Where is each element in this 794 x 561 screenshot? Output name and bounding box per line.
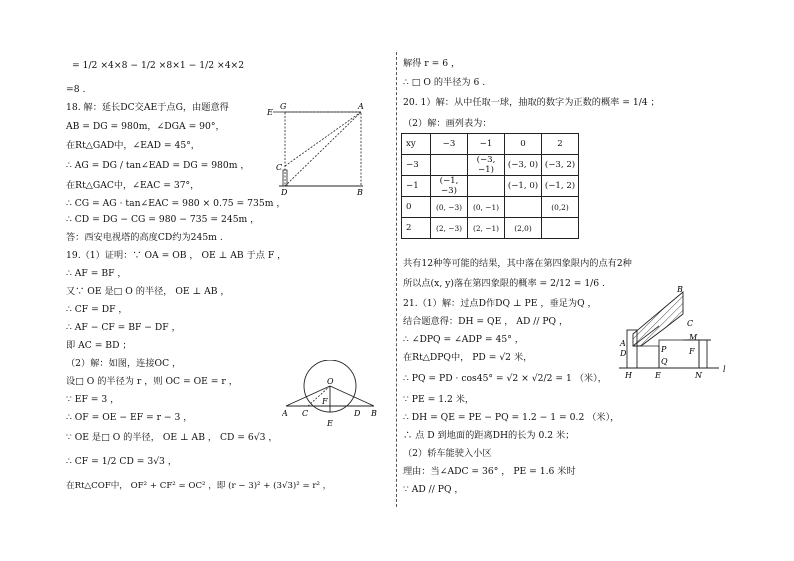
- text-line: 21.（1）解：过点D作DQ ⊥ PE ，垂足为Q ，: [403, 298, 597, 309]
- text-line: ∴ DH = QE = PE − PQ = 1.2 − 1 = 0.2 （米），: [403, 412, 620, 423]
- text-line: 共有12种等可能的结果，其中落在第四象限内的点有2种: [403, 258, 632, 269]
- table-cell: (−1, 0): [505, 176, 542, 197]
- label-G: G: [280, 102, 287, 111]
- text-line: AB = DG = 980m，∠DGA = 90°，: [66, 121, 225, 132]
- text-line: 在Rt△DPQ中， PD = √2 米，: [403, 352, 533, 363]
- text-line: ∵ AD // PQ ，: [403, 484, 464, 495]
- table-cell: (0, −3): [431, 197, 468, 218]
- text-line: ∴ AF = BF ，: [66, 268, 127, 279]
- gate-bar: [633, 292, 683, 346]
- text-line: ∴ AG = DG / tan∠EAD = DG = 980m ，: [66, 160, 250, 171]
- label-A: A: [282, 409, 288, 418]
- text-line: 在Rt△GAD中，∠EAD = 45°，: [66, 140, 200, 151]
- text-line: ∵ EF = 3 ，: [66, 394, 120, 405]
- right-column: [397, 0, 794, 561]
- text-line: ∴ □ O 的半径为 6 .: [403, 77, 486, 88]
- text-line: ∴ PQ = PD · cos45° = √2 × √2/2 = 1 （米），: [403, 373, 607, 384]
- label-F: F: [689, 347, 695, 356]
- table-cell: 2: [542, 134, 579, 155]
- table-cell: (2, −1): [468, 218, 505, 239]
- outcome-table: [401, 133, 579, 239]
- table-row: [402, 155, 579, 176]
- figure-19-circle-diagram: [282, 360, 382, 432]
- table-row: [402, 218, 579, 239]
- table-cell: (2, −3): [431, 218, 468, 239]
- text-line: ∴ CF = DF ，: [66, 304, 128, 315]
- text-line: 在Rt△COF中， OF² + CF² = OC² ，即 (r − 3)² + (3√3)² = r² ，: [66, 481, 332, 491]
- label-A: A: [620, 339, 626, 348]
- text-line: ∴ CF = 1/2 CD = 3√3 ，: [66, 456, 178, 467]
- line-OB: [330, 386, 374, 406]
- table-cell: 2: [402, 218, 431, 239]
- text-line: 设□ O 的半径为 r ，则 OC = OE = r ，: [66, 376, 238, 387]
- figure-18-tower-diagram: [265, 100, 375, 198]
- table-cell: [468, 176, 505, 197]
- table-row: [402, 176, 579, 197]
- table-cell: (−3, −1): [468, 155, 505, 176]
- text-line: ∵ PE = 1.2 米，: [403, 394, 475, 405]
- text-line: =8 .: [66, 84, 86, 95]
- table-cell: (0,2): [542, 197, 579, 218]
- text-line: ∴ CG = AG · tan∠EAC = 980 × 0.75 = 735m ，: [66, 198, 286, 209]
- label-E: E: [267, 108, 273, 117]
- label-M: M: [689, 333, 698, 342]
- text-line: 理由：当∠ADC = 36° ， PE = 1.6 米时: [403, 466, 576, 477]
- table-cell: −3: [402, 155, 431, 176]
- table-cell: (−3, 2): [542, 155, 579, 176]
- text-line: 在Rt△GAC中，∠EAC = 37°，: [66, 180, 200, 191]
- table-cell: (−1, 2): [542, 176, 579, 197]
- table-cell: [505, 197, 542, 218]
- text-line: ∴ AF − CF = BF − DF ，: [66, 322, 181, 333]
- label-C: C: [302, 409, 309, 418]
- text-line: ∴ CD = DG − CG = 980 − 735 = 245m ，: [66, 214, 260, 225]
- text-line: （2）轿车能驶入小区: [403, 448, 492, 459]
- figure-21-gate-diagram: [619, 282, 741, 380]
- label-N: N: [695, 371, 702, 380]
- label-B: B: [677, 285, 683, 294]
- text-line: ∴ ∠DPQ = ∠ADP = 45° ，: [403, 334, 524, 345]
- label-D: D: [620, 349, 627, 358]
- table-cell: [542, 218, 579, 239]
- text-line: （2）解：如图，连接OC ，: [66, 358, 182, 369]
- text-line: 解得 r = 6 ，: [403, 58, 461, 69]
- table-cell: 0: [505, 134, 542, 155]
- label-O: O: [327, 377, 334, 386]
- text-line: 19.（1）证明：∵ OA = OB ， OE ⊥ AB 于点 F ，: [66, 250, 287, 261]
- text-line: 18. 解：延长DC交AE于点G，由题意得: [66, 102, 229, 113]
- label-H: H: [625, 371, 632, 380]
- label-Q: Q: [661, 357, 668, 366]
- text-line: 结合题意得：DH = QE ， AD // PQ ，: [403, 316, 569, 327]
- table-row: [402, 197, 579, 218]
- table-cell: (2,0): [505, 218, 542, 239]
- text-line: 又∵ OE 是□ O 的半径， OE ⊥ AB ，: [66, 286, 230, 297]
- label-D: D: [354, 409, 361, 418]
- text-line: ∵ OE 是□ O 的半径， OE ⊥ AB ， CD = 6√3 ，: [66, 432, 278, 443]
- text-line: 即 AC = BD ；: [66, 340, 132, 351]
- label-A: A: [358, 102, 364, 111]
- table-cell: [431, 155, 468, 176]
- table-cell: −1: [402, 176, 431, 197]
- label-D: D: [281, 188, 288, 197]
- table-cell: (−1, −3): [431, 176, 468, 197]
- text-line: ∴ 点 D 到地面的距离DH的长为 0.2 米；: [403, 430, 575, 441]
- label-B: B: [371, 409, 377, 418]
- table-cell: −3: [431, 134, 468, 155]
- table-cell: (0, −1): [468, 197, 505, 218]
- table-cell: 0: [402, 197, 431, 218]
- label-E: E: [327, 419, 333, 428]
- text-line: 所以点(x, y)落在第四象限的概率 = 2/12 = 1/6 .: [403, 278, 605, 289]
- table-cell: xy: [402, 134, 431, 155]
- table-cell: (−3, 0): [505, 155, 542, 176]
- label-F: F: [322, 397, 328, 406]
- text-line: ∴ OF = OE − EF = r − 3 ，: [66, 412, 193, 423]
- label-B: B: [357, 188, 363, 197]
- text-line: 答：西安电视塔的高度CD约为245m .: [66, 232, 223, 243]
- label-P: P: [661, 345, 667, 354]
- table-header-row: [402, 134, 579, 155]
- table-cell: −1: [468, 134, 505, 155]
- label-E: E: [655, 371, 661, 380]
- text-line: = 1/2 ×4×8 − 1/2 ×8×1 − 1/2 ×4×2: [72, 60, 245, 71]
- text-line: （2）解：画列表为：: [403, 118, 492, 129]
- line-CA: [285, 112, 361, 166]
- label-l: l: [723, 365, 726, 374]
- label-C: C: [276, 163, 283, 172]
- label-C: C: [687, 319, 694, 328]
- line-DA: [285, 112, 361, 186]
- text-line: 20. 1）解：从中任取一球，抽取的数字为正数的概率 = 1/4 ；: [403, 97, 660, 108]
